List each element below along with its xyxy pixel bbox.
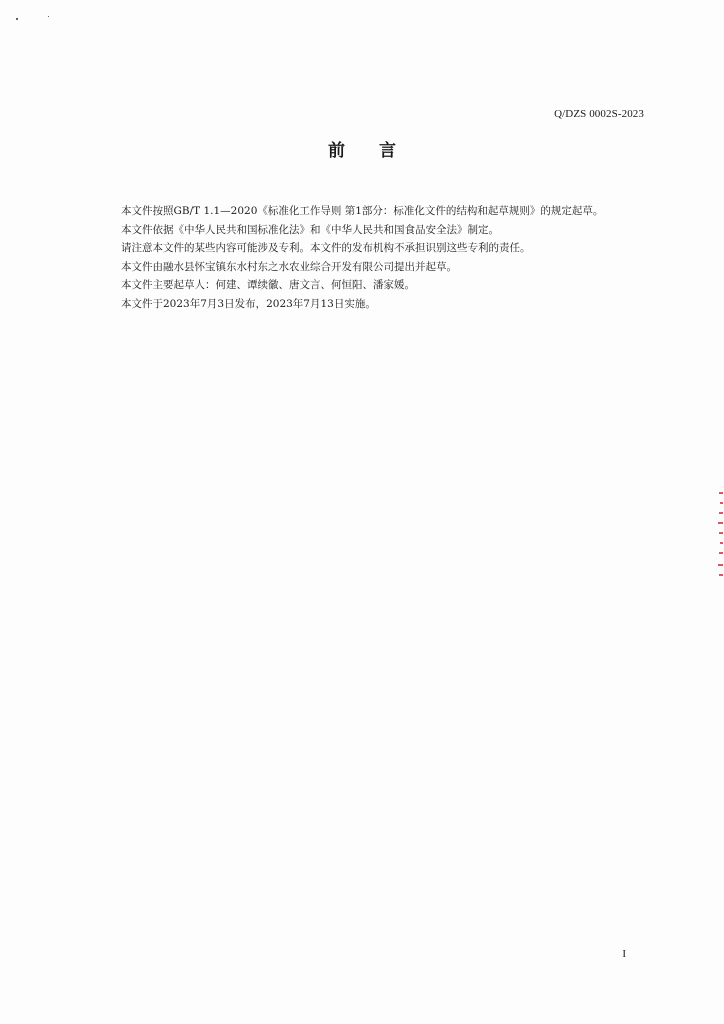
paragraph-drafters: 本文件主要起草人：何建、谭续徽、唐文言、何恒阳、潘家媛。 <box>121 279 415 291</box>
seal-edge-marks <box>716 488 724 580</box>
foreword-body <box>100 202 648 313</box>
page-number: I <box>622 948 626 960</box>
scan-speck <box>48 16 49 17</box>
paragraph-proposer: 本文件由融水县怀宝镇东水村东之水农业综合开发有限公司提出并起草。 <box>121 260 457 273</box>
scan-speck <box>16 18 18 20</box>
section-title: 前言 <box>328 141 430 161</box>
paragraph-legal-basis: 本文件依据《中华人民共和国标准化法》和《中华人民共和国食品安全法》制定。 <box>121 223 499 236</box>
paragraph-patent-notice: 请注意本文件的某些内容可能涉及专利。本文件的发布机构不承担识别这些专利的责任。 <box>121 242 531 254</box>
paragraph-drafting-rules: 本文件按照GB/T 1.1—2020《标准化工作导则 第1部分：标准化文件的结构和起草规则》的规定起草。 <box>121 205 604 217</box>
paragraph-dates: 本文件于2023年7月3日发布，2023年7月13日实施。 <box>121 297 376 310</box>
document-code: Q/DZS 0002S-2023 <box>554 108 644 120</box>
